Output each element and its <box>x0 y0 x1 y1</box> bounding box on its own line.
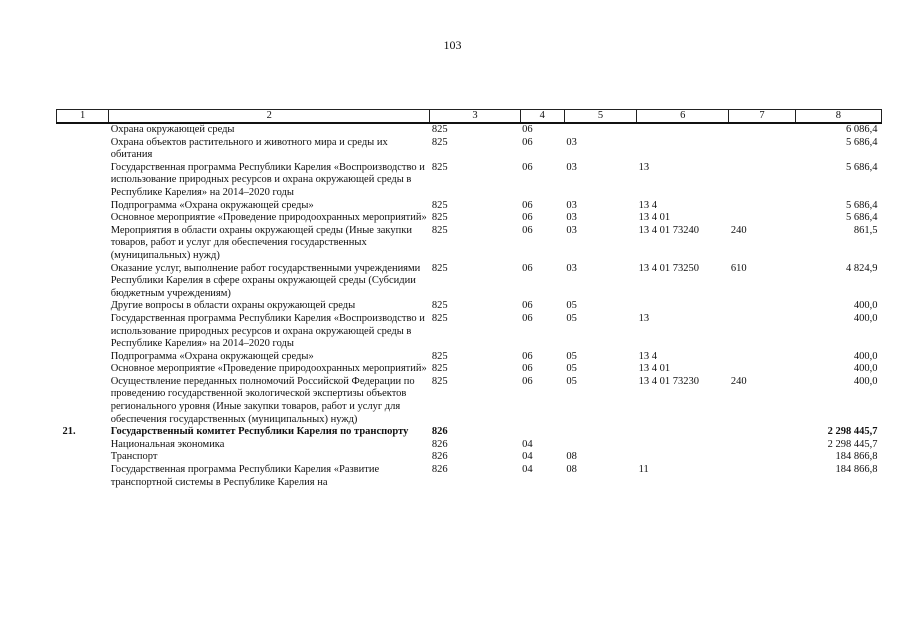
row-name: Основное мероприятие «Проведение природоохранных мероприятий» <box>110 212 427 224</box>
table-row <box>57 464 882 489</box>
table-row <box>57 200 882 213</box>
table-row <box>57 162 882 200</box>
row-number <box>57 123 109 137</box>
row-ministry-code: 826 <box>431 451 448 463</box>
row-ministry-code: 825 <box>431 224 448 236</box>
column-header: 8 <box>795 110 881 124</box>
row-name: Подпрограмма «Охрана окружающей среды» <box>110 199 314 211</box>
row-ministry-code: 826 <box>431 426 448 438</box>
table-row <box>57 439 882 452</box>
table-row <box>57 376 882 426</box>
row-number <box>57 451 109 464</box>
table-row <box>57 451 882 464</box>
row-subsection-code: 03 <box>566 161 577 173</box>
row-amount: 861,5 <box>853 224 878 236</box>
row-amount: 400,0 <box>853 363 878 375</box>
table-row <box>57 225 882 263</box>
row-expense-type <box>729 351 795 364</box>
row-number <box>57 363 109 376</box>
row-expense-type <box>729 300 795 313</box>
row-name: Осуществление переданных полномочий Российской Федерации по проведению государственной экологической экспертизы объектов регионального уровня (Иные закупки товаров, работ и услуг для обеспечения государственных (муниципальных) нужд) <box>110 375 415 425</box>
row-target-article: 13 <box>638 312 650 324</box>
row-target-article: 13 4 01 73250 <box>638 262 699 274</box>
row-section-code: 06 <box>522 199 533 211</box>
row-subsection-code <box>564 439 636 452</box>
row-number <box>57 351 109 364</box>
row-name: Охрана окружающей среды <box>110 124 235 135</box>
row-name: Государственная программа Республики Карелия «Воспроизводство и использование природных ресурсов и охрана окружающей среды в Республике Карелия» на 2014–2020 годы <box>110 312 425 350</box>
column-header: 5 <box>564 110 636 124</box>
row-section-code <box>520 426 564 439</box>
row-amount: 2 298 445,7 <box>827 426 878 438</box>
row-target-article: 13 <box>638 161 650 173</box>
page-number: 103 <box>443 38 462 52</box>
row-ministry-code: 825 <box>431 161 448 173</box>
row-amount: 184 866,8 <box>835 451 878 463</box>
row-target-article: 13 4 <box>638 350 657 362</box>
row-subsection-code: 03 <box>566 199 577 211</box>
row-amount: 400,0 <box>853 350 878 362</box>
row-subsection-code: 08 <box>566 464 577 476</box>
row-amount: 184 866,8 <box>835 464 878 476</box>
row-amount: 2 298 445,7 <box>827 438 878 450</box>
row-subsection-code <box>564 426 636 439</box>
row-section-code: 06 <box>522 300 533 312</box>
row-expense-type <box>729 200 795 213</box>
row-number <box>57 263 109 301</box>
row-amount: 5 686,4 <box>846 212 878 224</box>
row-expense-type <box>729 439 795 452</box>
row-ministry-code: 825 <box>431 363 448 375</box>
column-header-row <box>57 110 882 124</box>
row-expense-type <box>729 212 795 225</box>
row-target-article <box>637 426 729 439</box>
row-expense-type <box>729 137 795 162</box>
row-target-article <box>637 123 729 137</box>
column-header: 4 <box>520 110 564 124</box>
row-amount: 5 686,4 <box>846 136 878 148</box>
row-expense-type <box>729 123 795 137</box>
row-expense-type <box>729 426 795 439</box>
row-number <box>57 300 109 313</box>
row-expense-type: 240 <box>730 375 747 387</box>
row-amount: 400,0 <box>853 375 878 387</box>
row-ministry-code: 825 <box>431 375 448 387</box>
row-amount: 6 086,4 <box>846 124 878 135</box>
row-section-code: 06 <box>522 224 533 236</box>
row-number: 21. <box>62 426 76 438</box>
table-row <box>57 123 882 137</box>
row-target-article <box>637 439 729 452</box>
row-expense-type <box>729 451 795 464</box>
row-ministry-code: 825 <box>431 300 448 312</box>
row-ministry-code: 825 <box>431 136 448 148</box>
row-target-article <box>637 137 729 162</box>
row-target-article: 13 4 <box>638 199 657 211</box>
row-number <box>57 225 109 263</box>
row-number <box>57 137 109 162</box>
row-section-code: 06 <box>522 136 533 148</box>
table-row <box>57 363 882 376</box>
row-number <box>57 439 109 452</box>
row-name: Основное мероприятие «Проведение природоохранных мероприятий» <box>110 363 427 375</box>
row-section-code: 06 <box>522 363 533 375</box>
row-expense-type <box>729 162 795 200</box>
row-subsection-code: 05 <box>566 312 577 324</box>
row-number <box>57 376 109 426</box>
row-ministry-code: 826 <box>431 464 448 476</box>
row-amount: 400,0 <box>853 300 878 312</box>
row-ministry-code: 825 <box>431 312 448 324</box>
row-number <box>57 200 109 213</box>
row-section-code: 04 <box>522 438 533 450</box>
row-amount: 400,0 <box>853 312 878 324</box>
row-ministry-code: 825 <box>431 262 448 274</box>
row-expense-type <box>729 464 795 489</box>
column-header: 2 <box>109 110 430 124</box>
row-expense-type <box>729 363 795 376</box>
row-amount: 5 686,4 <box>846 199 878 211</box>
column-header: 6 <box>637 110 729 124</box>
table-row <box>57 313 882 351</box>
column-header: 1 <box>57 110 109 124</box>
row-subsection-code: 05 <box>566 363 577 375</box>
row-section-code: 06 <box>522 375 533 387</box>
row-number <box>57 464 109 489</box>
table-row <box>57 263 882 301</box>
row-name: Оказание услуг, выполнение работ государственными учреждениями Республики Карелия в сфере охраны окружающей среды (Субсидии бюджетным учреждениям) <box>110 262 421 299</box>
row-name: Охрана объектов растительного и животного мира и среды их обитания <box>110 136 388 161</box>
row-target-article <box>637 451 729 464</box>
row-name: Подпрограмма «Охрана окружающей среды» <box>110 350 314 362</box>
row-target-article <box>637 300 729 313</box>
row-subsection-code: 05 <box>566 375 577 387</box>
row-subsection-code: 08 <box>566 451 577 463</box>
table-row <box>57 351 882 364</box>
row-expense-type <box>729 313 795 351</box>
row-amount: 4 824,9 <box>846 262 878 274</box>
row-subsection-code: 05 <box>566 350 577 362</box>
row-target-article: 13 4 01 <box>638 363 671 375</box>
row-name: Государственная программа Республики Карелия «Развитие транспортной системы в Республике Карелия на <box>110 464 380 488</box>
row-subsection-code <box>564 123 636 137</box>
row-section-code: 06 <box>522 312 533 324</box>
row-target-article: 13 4 01 73240 <box>638 224 699 236</box>
row-amount: 5 686,4 <box>846 161 878 173</box>
row-name: Мероприятия в области охраны окружающей среды (Иные закупки товаров, работ и услуг для обеспечения государственных (муниципальных) нужд) <box>110 224 412 261</box>
row-name: Транспорт <box>110 451 158 463</box>
budget-table <box>56 109 882 489</box>
row-ministry-code: 826 <box>431 438 448 450</box>
row-ministry-code: 825 <box>431 350 448 362</box>
row-section-code: 04 <box>522 451 533 463</box>
row-name: Национальная экономика <box>110 438 225 450</box>
row-subsection-code: 03 <box>566 262 577 274</box>
row-target-article: 13 4 01 <box>638 212 671 224</box>
row-subsection-code: 03 <box>566 224 577 236</box>
row-ministry-code: 825 <box>431 212 448 224</box>
row-expense-type: 240 <box>730 224 747 236</box>
row-number <box>57 212 109 225</box>
row-subsection-code: 03 <box>566 136 577 148</box>
row-section-code: 04 <box>522 464 533 476</box>
row-name: Государственная программа Республики Карелия «Воспроизводство и использование природных ресурсов и охрана окружающей среды в Республике Карелия» на 2014–2020 годы <box>110 161 425 198</box>
table-row <box>57 300 882 313</box>
row-subsection-code: 03 <box>566 212 577 224</box>
column-header: 7 <box>729 110 795 124</box>
row-name: Другие вопросы в области охраны окружающей среды <box>110 300 356 312</box>
row-ministry-code: 825 <box>431 199 448 211</box>
row-target-article: 11 <box>638 464 649 476</box>
row-expense-type: 610 <box>730 262 747 274</box>
column-header: 3 <box>430 110 520 124</box>
row-number <box>57 313 109 351</box>
row-section-code: 06 <box>522 124 533 135</box>
row-number <box>57 162 109 200</box>
row-subsection-code: 05 <box>566 300 577 312</box>
row-name: Государственный комитет Республики Карелия по транспорту <box>110 426 409 438</box>
table-row <box>57 426 882 439</box>
row-section-code: 06 <box>522 161 533 173</box>
table-row <box>57 212 882 225</box>
row-section-code: 06 <box>522 350 533 362</box>
row-ministry-code: 825 <box>431 124 448 135</box>
table-row <box>57 137 882 162</box>
row-target-article: 13 4 01 73230 <box>638 375 699 387</box>
row-section-code: 06 <box>522 262 533 274</box>
row-section-code: 06 <box>522 212 533 224</box>
